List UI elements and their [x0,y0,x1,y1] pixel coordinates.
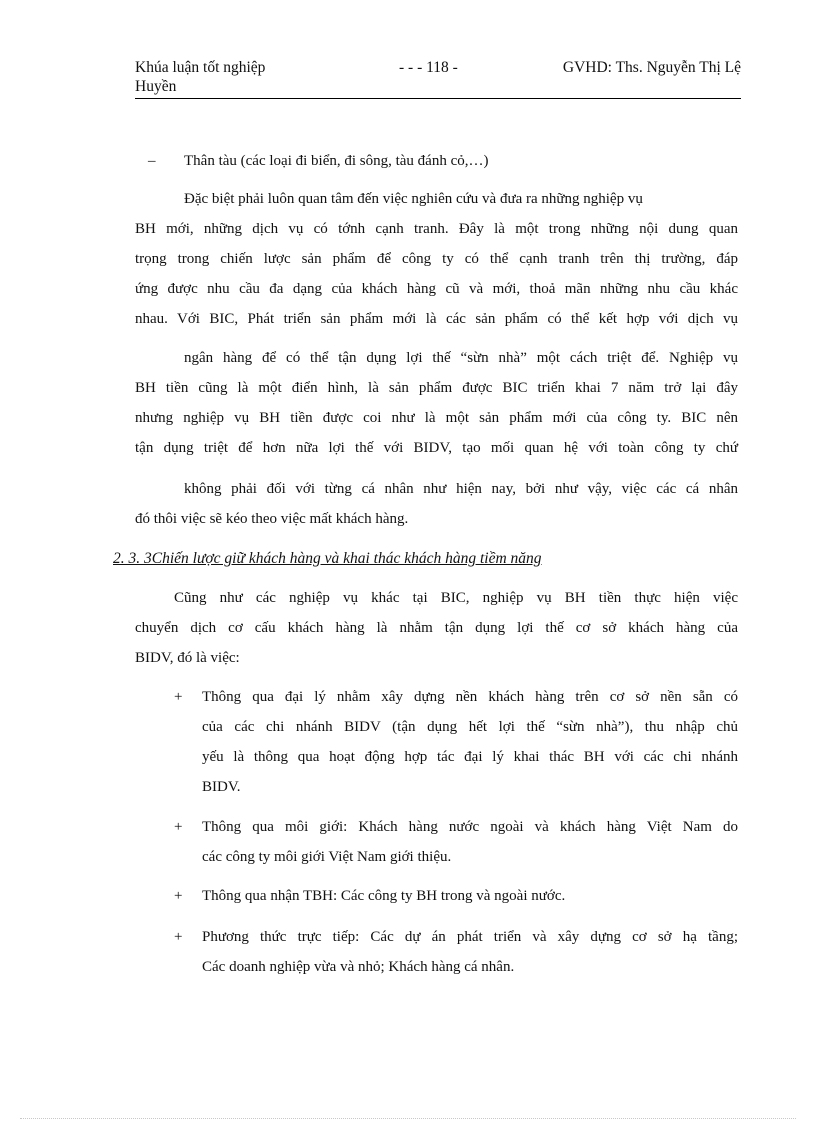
para3-line: đó thôi việc sẽ kéo theo việc mất khách hàng. [135,511,409,527]
list-item-line: Thông qua nhận TBH: Các công ty BH trong và ngoài nước. [202,888,566,904]
header-thesis-title: Khúa luận tốt nghiệp [135,59,266,76]
list-item-line: Các doanh nghiệp vừa và nhỏ; Khách hàng cá nhân. [202,959,515,975]
plus-bullet: + [174,689,183,705]
para4-line: chuyển dịch cơ cấu khách hàng là nhằm tận dụng lợi thế cơ sở khách hàng của [135,620,738,636]
para4-line: Cũng như các nghiệp vụ khác tại BIC, nghiệp vụ BH tiền thực hiện việc [174,590,738,606]
dash-item-text: Thân tàu (các loại đi biển, đi sông, tàu đánh cỏ,…) [184,153,489,169]
para1-line: trọng trong chiến lược sản phẩm để công ty có thể cạnh tranh trên thị trường, đáp [135,251,738,267]
list-item-line: Phương thức trực tiếp: Các dự án phát triển và xây dựng cơ sở hạ tầng; [202,929,738,945]
list-item-line: Thông qua đại lý nhằm xây dựng nền khách hàng trên cơ sở nền sẵn có [202,689,738,705]
header-supervisor: GVHD: Ths. Nguyễn Thị Lệ [562,59,741,76]
list-item-line: các công ty môi giới Việt Nam giới thiệu. [202,849,452,865]
header-page-number: - - - 118 - [399,59,458,76]
para2-line: ngân hàng để có thể tận dụng lợi thế “sừn nhà” một cách triệt để. Nghiệp vụ [184,350,738,366]
para1-line: nhau. Với BIC, Phát triển sản phẩm mới là các sản phẩm có thể kết hợp với dịch vụ [135,311,738,327]
para1-line: ứng được nhu cầu đa dạng của khách hàng cũ và mới, thoả mãn những nhu cầu khác [135,281,738,297]
plus-bullet: + [174,929,183,945]
page-bottom-border [20,1118,796,1119]
plus-bullet: + [174,888,183,904]
para1-line: BH mới, những dịch vụ có tớnh cạnh tranh. Đây là một trong những nội dung quan [135,221,738,237]
para2-line: tận dụng triệt để hơn nữa lợi thế với BIDV, tạo mối quan hệ với toàn công ty chứ [135,440,738,456]
list-item-line: yếu là thông qua hoạt động hợp tác đại lý khai thác BH với các chi nhánh [202,749,738,765]
section-heading: 2. 3. 3Chiến lược giữ khách hàng và khai thác khách hàng tiềm năng [113,550,542,567]
para2-line: BH tiền cũng là một điển hình, là sản phẩm được BIC triển khai 7 năm trở lại đây [135,380,738,396]
list-item-line: của các chi nhánh BIDV (tận dụng hết lợi thế “sừn nhà”), thu nhập chủ [202,719,738,735]
list-item-line: Thông qua môi giới: Khách hàng nước ngoài và khách hàng Việt Nam do [202,819,738,835]
header-supervisor-cont: Huyền [135,78,177,95]
dash-bullet: – [148,153,156,169]
para4-line: BIDV, đó là việc: [135,650,240,666]
page-header [135,58,741,99]
para3-line: không phải đối với từng cá nhân như hiện nay, bởi như vậy, việc các cá nhân [184,481,738,497]
para1-line: Đặc biệt phải luôn quan tâm đến việc nghiên cứu và đưa ra những nghiệp vụ [184,191,643,207]
list-item-line: BIDV. [202,779,241,795]
para2-line: nhưng nghiệp vụ BH tiền được coi như là một sản phẩm mới của công ty. BIC nên [135,410,738,426]
plus-bullet: + [174,819,183,835]
